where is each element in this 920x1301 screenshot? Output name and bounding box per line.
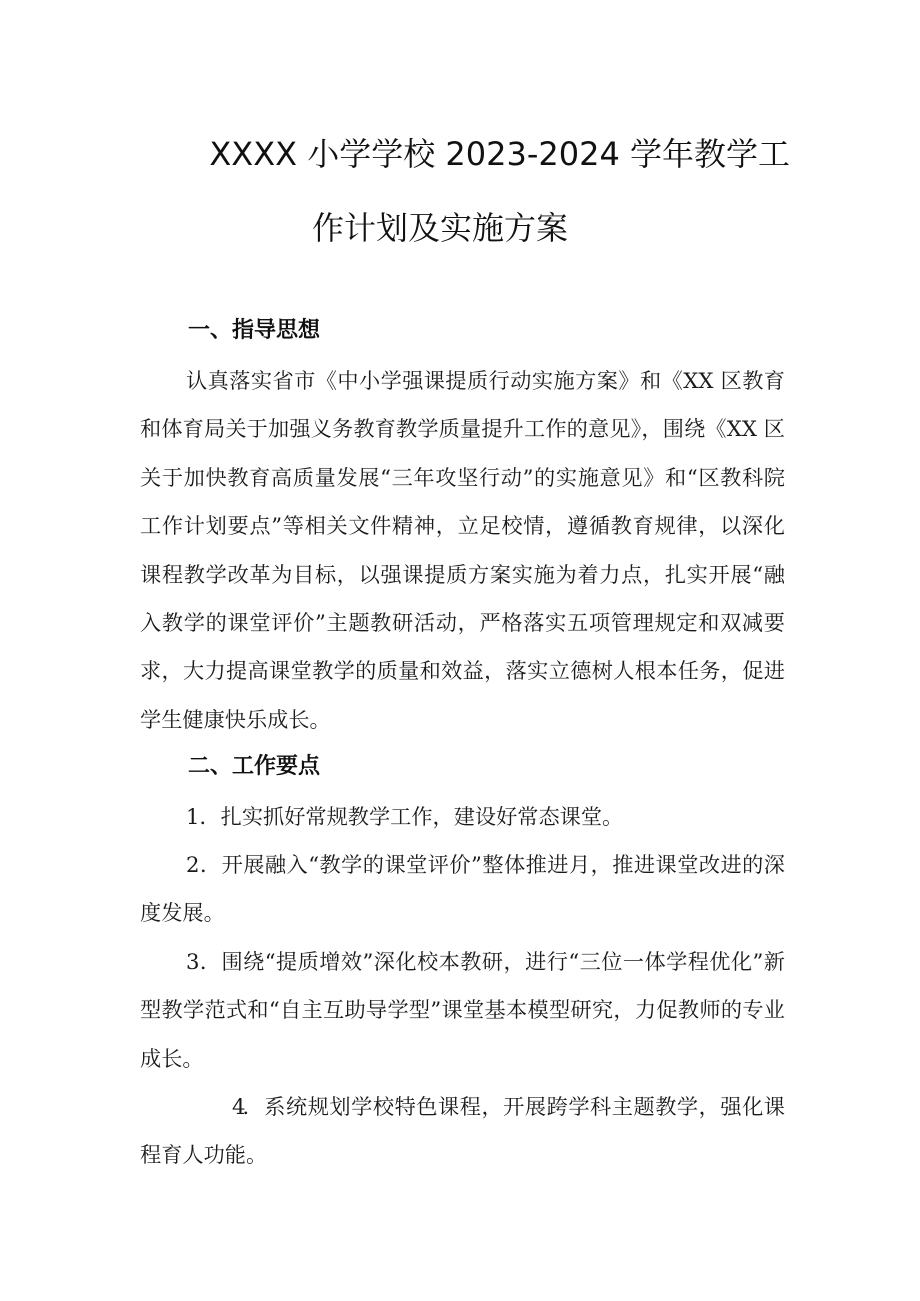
document-title-line-2: 作计划及实施方案 <box>311 209 568 247</box>
section-heading-work-points: 二、工作要点 <box>188 754 321 779</box>
section-paragraph-guiding-ideology: 认真落实省市《中小学强课提质行动实施方案》和《XX 区教育和体育局关于加强义务教育教学质量提升工作的意见》，围绕《XX 区关于加快教育高质量发展“三年攻坚行动”的实施意见》和“区教科院工作计划要点”等相关文件精神，立足校情，遵循教育规律，以深化课程教学改革为目标，以强课提质方案实施为着力点，扎实开展“融入教学的课堂评价”主题教研活动，严格落实五项管理规定和双减要求，大力提高课堂教学的质量和效益，落实立德树人根本任务，促进学生健康快乐成长。 <box>140 368 785 732</box>
work-point-item <box>140 1083 785 1180</box>
section-heading-guiding-ideology: 一、指导思想 <box>188 318 321 343</box>
document-title-line-1: XXXX 小学学校 2023-2024 学年教学工 <box>209 135 790 173</box>
work-point-item: 1．扎实抓好常规教学工作，建设好常态课堂。 <box>186 804 624 829</box>
work-point-text: ．系统规划学校特色课程，开展跨学科主题教学，强化课程育人功能。 <box>140 1094 785 1168</box>
work-point-number: 4 <box>232 1094 246 1119</box>
work-point-item: 2．开展融入“教学的课堂评价”整体推进月，推进课堂改进的深度发展。 <box>140 852 785 926</box>
work-point-item: 3．围绕“提质增效”深化校本教研，进行“三位一体学程优化”新型教学范式和“自主互助导学型”课堂基本模型研究，力促教师的专业成长。 <box>140 949 785 1071</box>
